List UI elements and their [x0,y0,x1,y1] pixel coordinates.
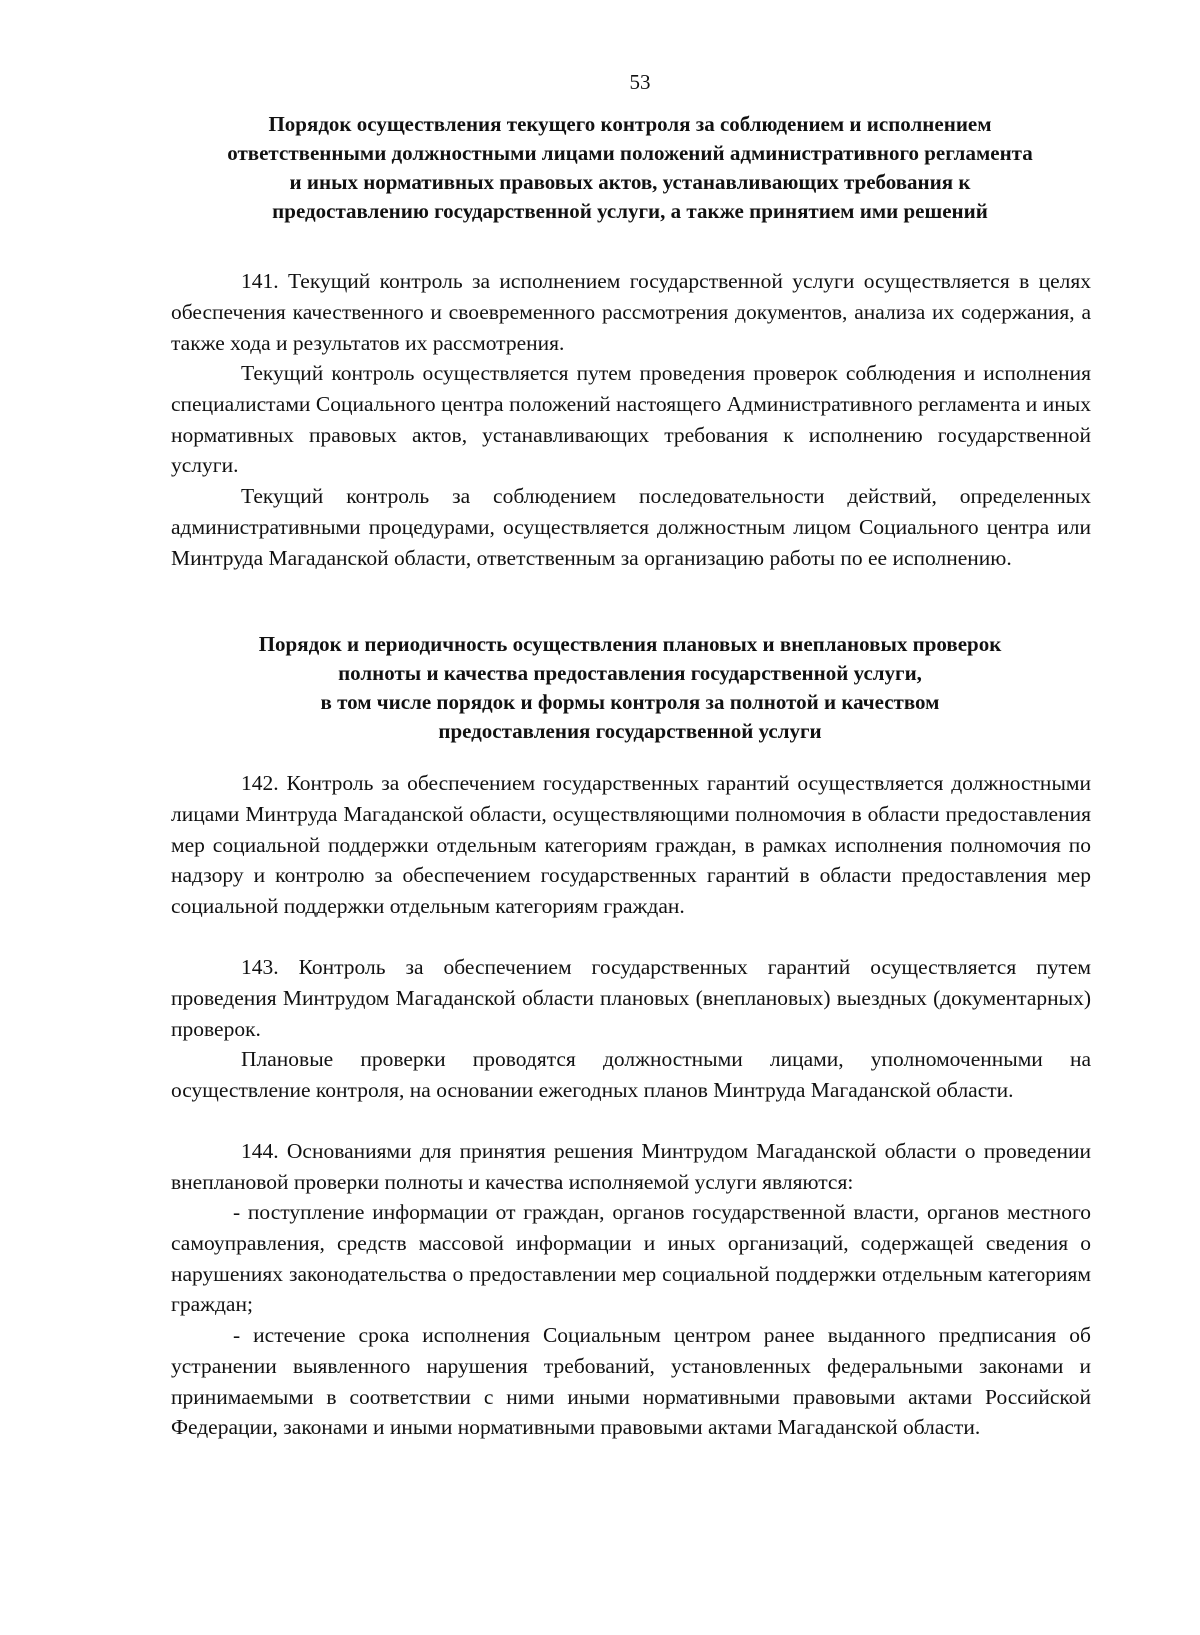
section-heading-current-control [170,110,1090,226]
paragraph-current-control-sequence: Текущий контроль за соблюдением последовательности действий, определенных административными процедурами, осуществляется должностным лицом Социального центра или Минтруда Магаданской области, ответственным за организацию работы по ее исполнению. [171,484,1091,570]
heading-line: в том числе порядок и формы контроля за полнотой и качеством [320,690,940,714]
heading-line: Порядок осуществления текущего контроля за соблюдением и исполнением [268,112,992,136]
section-heading-inspections [170,630,1090,746]
paragraph-144: 144. Основаниями для принятия решения Минтрудом Магаданской области о проведении внеплановой проверки полноты и качества исполняемой услуги являются: [171,1139,1091,1194]
list-item-order-expiration: - истечение срока исполнения Социальным центром ранее выданного предписания об устранении выявленного нарушения требований, установленных федеральными законами и принимаемыми в соответствии с ними иными нормативными правовыми актами Российской Федерации, законами и иными нормативными правовыми актами Магаданской области. [171,1323,1091,1440]
paragraph-141: 141. Текущий контроль за исполнением государственной услуги осуществляется в целях обеспечения качественного и своевременного рассмотрения документов, анализа их содержания, а также хода и результатов их рассмотрения. [171,269,1091,355]
heading-line: и иных нормативных правовых актов, устанавливающих требования к [289,170,971,194]
paragraph-current-control-method: Текущий контроль осуществляется путем проведения проверок соблюдения и исполнения специалистами Социального центра положений настоящего Административного регламента и иных нормативных правовых актов, устанавливающих требования к исполнению государственной услуги. [171,361,1091,478]
heading-line: полноты и качества предоставления государственной услуги, [338,661,922,685]
heading-line: Порядок и периодичность осуществления плановых и внеплановых проверок [258,632,1002,656]
heading-line: ответственными должностными лицами положений административного регламента [227,141,1033,165]
paragraph-planned-inspections: Плановые проверки проводятся должностными лицами, уполномоченными на осуществление контроля, на основании ежегодных планов Минтруда Магаданской области. [171,1047,1091,1102]
list-item-information-received: - поступление информации от граждан, органов государственной власти, органов местного самоуправления, средств массовой информации и иных организаций, содержащей сведения о нарушениях законодательства о предоставлении мер социальной поддержки отдельным категориям граждан; [171,1200,1091,1317]
paragraph-142: 142. Контроль за обеспечением государственных гарантий осуществляется должностными лицами Минтруда Магаданской области, осуществляющими полномочия в области предоставления мер социальной поддержки отдельным категориям граждан, в рамках исполнения полномочия по надзору и контролю за обеспечением государственных гарантий в области предоставления мер социальной поддержки отдельным категориям граждан. [171,771,1091,919]
heading-line: предоставления государственной услуги [438,719,822,743]
heading-line: предоставлению государственной услуги, а также принятием ими решений [272,199,988,223]
paragraph-143: 143. Контроль за обеспечением государственных гарантий осуществляется путем проведения Минтрудом Магаданской области плановых (внеплановых) выездных (документарных) проверок. [171,955,1091,1041]
page-number: 53 [629,70,651,94]
